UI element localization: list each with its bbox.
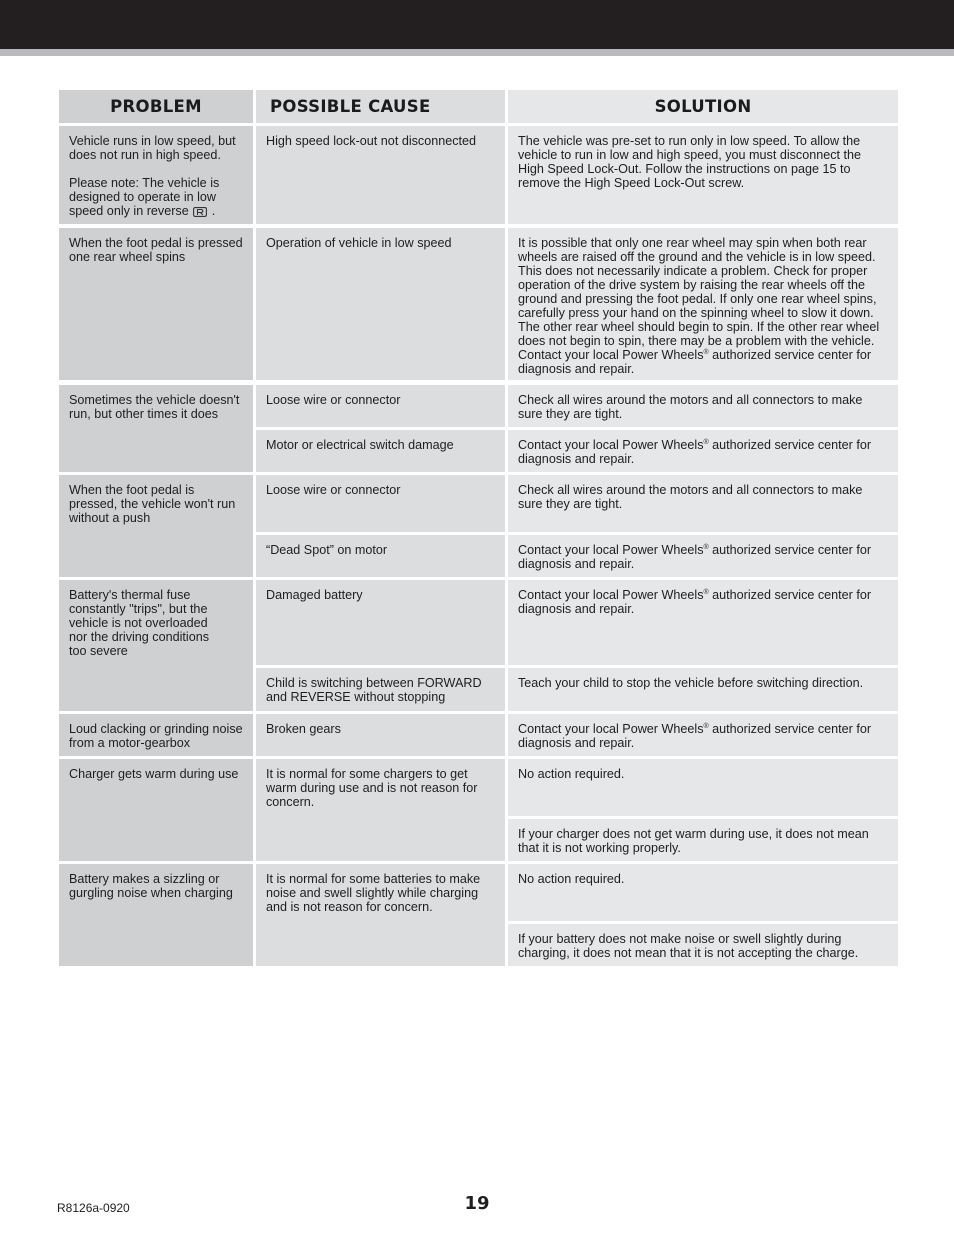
solution-text: Check all wires around the motors and all connectors to make sure they are tight.: [518, 393, 863, 421]
solution-text-end: authorized service center for diagnosis and repair.: [518, 543, 872, 571]
problem-text: Loud clacking or grinding noise from a motor-gearbox: [69, 722, 243, 750]
problem-note-text: Please note: The vehicle is designed to operate in low speed only in reverse: [69, 176, 220, 218]
solution-text-main: Contact your local Power Wheels: [518, 722, 704, 736]
registered-mark: ®: [703, 544, 709, 551]
solution-text: [518, 722, 888, 750]
registered-mark: ®: [703, 349, 709, 356]
problem-text: When the foot pedal is pressed, the vehicle won't run without a push: [69, 483, 236, 525]
header-solution: SOLUTION: [508, 90, 898, 123]
solution-cell: [508, 385, 898, 427]
solution-cell: [508, 714, 898, 756]
cause-text: High speed lock-out not disconnected: [266, 134, 477, 148]
problem-text: Charger gets warm during use: [69, 767, 239, 781]
cause-cell: [256, 580, 505, 665]
solution-cell: [508, 819, 898, 861]
reverse-gear-icon: [193, 207, 207, 217]
page-number: 19: [464, 1193, 490, 1214]
cause-text: Broken gears: [266, 722, 341, 736]
registered-mark: ®: [703, 439, 709, 446]
solution-text-end: authorized service center for diagnosis and repair.: [518, 438, 872, 466]
cause-text: Child is switching between FORWARD and REVERSE without stopping: [266, 676, 482, 704]
cause-cell: [256, 714, 505, 756]
problem-cell: [59, 714, 253, 756]
solution-text: Teach your child to stop the vehicle before switching direction.: [518, 676, 864, 690]
solution-text: [518, 438, 888, 466]
solution-cell: [508, 864, 898, 921]
registered-mark: ®: [703, 723, 709, 730]
cause-cell: [256, 668, 505, 711]
solution-text: Check all wires around the motors and all connectors to make sure they are tight.: [518, 483, 863, 511]
solution-text-end: authorized service center for diagnosis and repair.: [518, 722, 872, 750]
solution-text: The vehicle was pre-set to run only in low speed. To allow the vehicle to run in low and high speed, you must disconnect the High Speed Lock-Out. Follow the instructions on page 15 to remove the High Speed Lock-Out screw.: [518, 134, 862, 190]
cause-text: Operation of vehicle in low speed: [266, 236, 452, 250]
problem-cell: [59, 580, 253, 711]
cause-cell: [256, 126, 505, 224]
header-problem: PROBLEM: [59, 90, 253, 123]
header-possible-cause: POSSIBLE CAUSE: [256, 90, 505, 123]
cause-cell: [256, 430, 505, 472]
solution-text-end: authorized service center for diagnosis and repair.: [518, 588, 872, 616]
solution-cell: [508, 759, 898, 816]
solution-text: If your charger does not get warm during use, it does not mean that it is not working properly.: [518, 827, 869, 855]
cause-text: It is normal for some chargers to get warm during use and is not reason for concern.: [266, 767, 478, 809]
solution-cell: [508, 535, 898, 577]
solution-cell: [508, 924, 898, 966]
solution-text: No action required.: [518, 767, 625, 781]
problem-cell: [59, 475, 253, 577]
cause-text: “Dead Spot” on motor: [266, 543, 388, 557]
problem-note: [69, 176, 243, 218]
solution-text: [518, 236, 888, 376]
solution-text-main: Contact your local Power Wheels: [518, 438, 704, 452]
cause-text: Loose wire or connector: [266, 483, 401, 497]
problem-note-end: .: [211, 204, 216, 218]
solution-cell: [508, 475, 898, 532]
solution-text: [518, 543, 888, 571]
problem-text: Sometimes the vehicle doesn't run, but other times it does: [69, 393, 240, 421]
top-stripe: [0, 49, 954, 56]
problem-text: Vehicle runs in low speed, but does not run in high speed.: [69, 134, 236, 162]
cause-text: It is normal for some batteries to make noise and swell slightly while charging and is not reason for concern.: [266, 872, 481, 914]
solution-text: No action required.: [518, 872, 625, 886]
solution-cell: [508, 668, 898, 711]
cause-text: Motor or electrical switch damage: [266, 438, 454, 452]
cause-cell: [256, 535, 505, 577]
cause-text: Damaged battery: [266, 588, 363, 602]
solution-text-main: Contact your local Power Wheels: [518, 543, 704, 557]
problem-text: Battery makes a sizzling or gurgling noise when charging: [69, 872, 233, 900]
problem-cell: [59, 759, 253, 861]
problem-cell: [59, 385, 253, 472]
cause-cell: [256, 475, 505, 532]
document-code: R8126a-0920: [57, 1201, 130, 1215]
cause-cell: [256, 759, 505, 861]
problem-cell: [59, 864, 253, 966]
top-bar: [0, 0, 954, 49]
problem-text: When the foot pedal is pressed one rear wheel spins: [69, 236, 243, 264]
problem-cell: [59, 126, 253, 224]
solution-text: [518, 588, 888, 616]
solution-text-main: It is possible that only one rear wheel may spin when both rear wheels are raised off the ground and the vehicle is in low speed. This does not necessarily indicate a problem. Check for proper operation of the drive system by raising the rear wheels off the ground and pressing the foot pedal. If only one rear wheel spins, carefully press your hand on the spinning wheel to slow it down. The other rear wheel should begin to spin. If the other rear wheel does not begin to spin, there may be a problem with the vehicle. Contact your local Power Wheels: [518, 236, 880, 362]
solution-text-main: Contact your local Power Wheels: [518, 588, 704, 602]
solution-text: If your battery does not make noise or swell slightly during charging, it does not mean that it is not accepting the charge.: [518, 932, 859, 960]
problem-cell: [59, 228, 253, 380]
solution-cell: [508, 228, 898, 380]
registered-mark: ®: [703, 589, 709, 596]
solution-cell: [508, 580, 898, 665]
cause-cell: [256, 228, 505, 380]
solution-cell: [508, 126, 898, 224]
solution-text-end: authorized service center for diagnosis and repair.: [518, 348, 872, 376]
solution-cell: [508, 430, 898, 472]
cause-cell: [256, 385, 505, 427]
problem-text: Battery's thermal fuse constantly "trips", but the vehicle is not overloaded nor the driving conditions too severe: [69, 588, 210, 658]
cause-cell: [256, 864, 505, 966]
cause-text: Loose wire or connector: [266, 393, 401, 407]
